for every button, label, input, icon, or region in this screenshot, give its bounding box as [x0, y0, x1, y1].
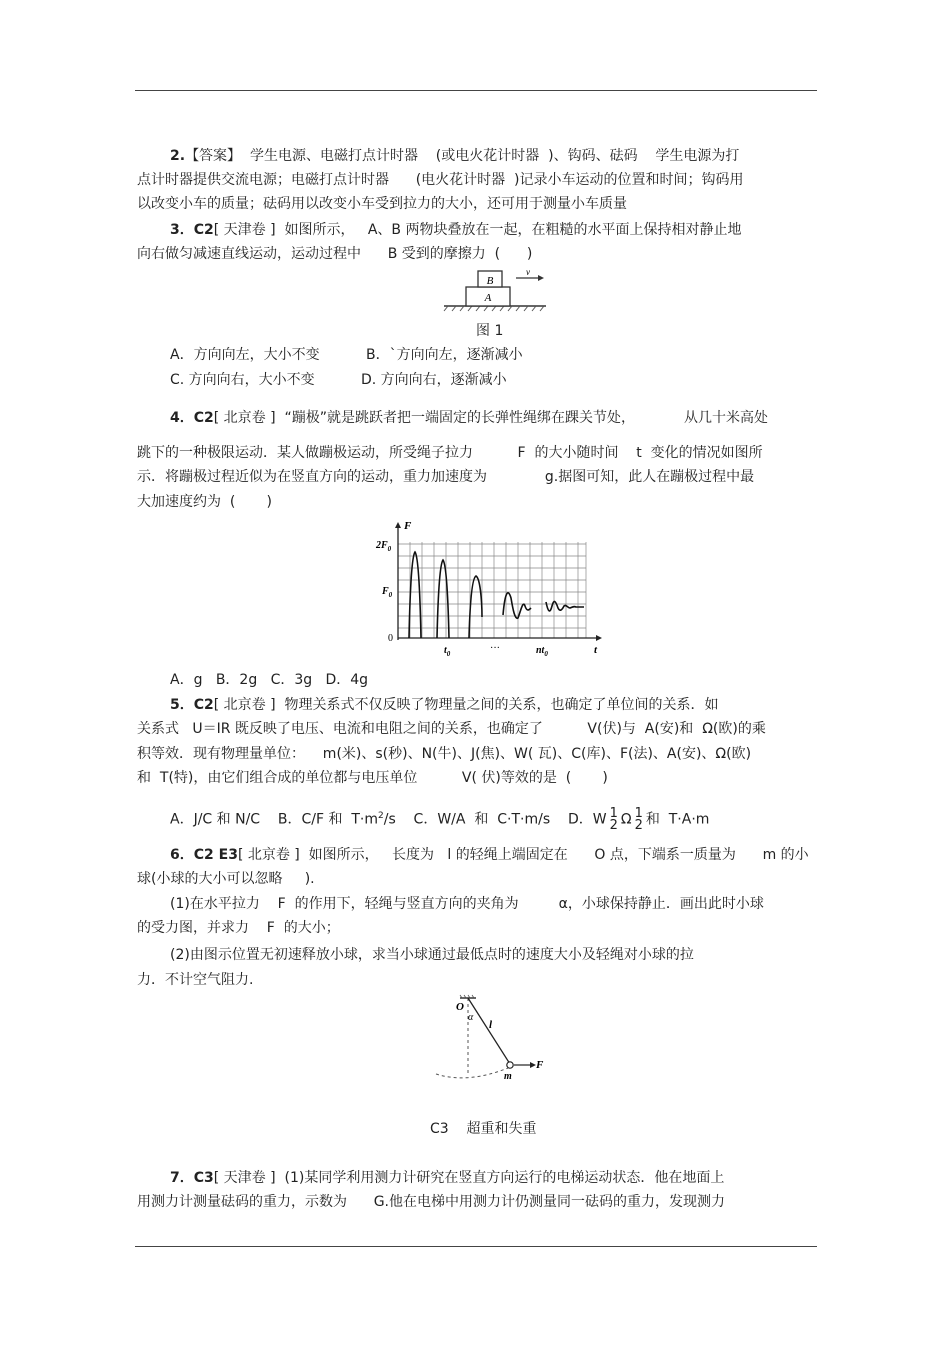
frac-numerator: 1 — [609, 805, 618, 821]
alpha-label: α — [468, 1012, 474, 1023]
q3-text: [ 天津卷 ] 如图所示， A、B 两物块叠放在一起，在粗糙的水平面上保持相对静止地 — [213, 222, 742, 238]
q4-text: [ 北京卷 ] “蹦极”就是跳跃者把一端固定的长弹性绳绑在踝关节处， 从几十米高处 — [213, 410, 768, 426]
q2-line-2: 点计时器提供交流电源；电磁打点计时器 (电火花计时器 )记录小车运动的位置和时间；钩码用 — [137, 172, 744, 188]
q7-text: [ 天津卷 ] (1)某同学利用测力计研究在竖直方向运行的电梯运动状态．他在地面上 — [213, 1170, 725, 1186]
omega-symbol: Ω — [620, 811, 632, 828]
q6-pendulum-figure — [430, 994, 550, 1084]
q6-line-4: 的受力图，并求力 F 的大小； — [137, 920, 340, 936]
q6-text: [ 北京卷 ] 如图所示， 长度为 l 的轻绳上端固定在 O 点，下端系一质量为 m 的小 — [237, 847, 809, 863]
q3-option-d: D. 方向向右，逐渐减小 — [361, 372, 507, 388]
x-tick-dots: ··· — [490, 643, 500, 654]
q5-text: [ 北京卷 ] 物理关系式不仅反映了物理量之间的关系，也确定了单位间的关系．如 — [213, 697, 719, 713]
origin-label: 0 — [388, 633, 393, 644]
q2-line-3: 以改变小车的质量；砝码用以改变小车受到拉力的大小，还可用于测量小车质量 — [137, 196, 627, 212]
block-a-label: A — [484, 292, 492, 304]
q5-options — [170, 807, 709, 832]
swing-arc — [436, 1068, 508, 1078]
q4-line-1 — [170, 409, 768, 427]
q2-line-1 — [170, 147, 739, 165]
q4-line-2: 跳下的一种极限运动．某人做蹦极运动，所受绳子拉力 F 的大小随时间 t 变化的情况如图所 — [137, 445, 763, 461]
q6-line-2: 球(小球的大小可以忽略 ). — [137, 871, 315, 887]
q6-line-3: (1)在水平拉力 F 的作用下，轻绳与竖直方向的夹角为 α，小球保持静止．画出此时小球 — [170, 896, 764, 912]
q7-line-2: 用测力计测量砝码的重力，示数为 G.他在电梯中用测力计仍测量同一砝码的重力，发现测力 — [137, 1194, 725, 1210]
q6-line-1 — [170, 846, 809, 864]
x-axis-arrowhead — [596, 635, 602, 641]
q5-options-ab: A．J/C 和 N/C B．C/F 和 T·m — [170, 811, 379, 828]
block-b-label: B — [486, 275, 494, 287]
frac-denominator: 2 — [634, 817, 643, 833]
x-tick-nt0: $nt_0$ — [536, 645, 548, 658]
q2-text: 学生电源、电磁打点计时器 (或电火花计时器 )、钩码、砝码 学生电源为打 — [241, 148, 740, 164]
q5-line-1 — [170, 696, 719, 714]
y-tick-f0: $F_0$ — [382, 586, 393, 599]
q4-options: A．g B．2g C．3g D．4g — [170, 672, 369, 688]
mass-label: m — [504, 1071, 512, 1082]
x-axis-label: t — [594, 644, 598, 656]
velocity-label: v — [526, 267, 530, 277]
velocity-arrowhead — [538, 275, 544, 281]
q5-option-d-rest: 和 T·A·m — [645, 811, 710, 828]
q5-number: 5．C2 — [170, 697, 214, 713]
q3-blocks-figure — [440, 266, 550, 316]
q5-line-2: 关系式 U＝IR 既反映了电压、电流和电阻之间的关系，也确定了 V(伏)与 A(安)和 Ω(欧)的乘 — [137, 721, 766, 737]
q3-number: 3．C2 — [170, 222, 214, 238]
graph-grid — [398, 542, 586, 638]
x-tick-t0: $t_0$ — [444, 645, 451, 658]
ball — [507, 1062, 513, 1068]
y-axis-arrowhead — [395, 522, 401, 528]
q5-options-bcd: /s C．W/A 和 C·T·m/s D．W — [383, 811, 607, 828]
y-tick-2f0: $2F_0$ — [376, 540, 392, 553]
y-axis-label: F — [404, 520, 412, 532]
rope — [468, 998, 510, 1064]
q3-option-c: C. 方向向右，大小不变 — [170, 372, 315, 388]
q4-line-3: 示．将蹦极过程近似为在竖直方向的运动，重力加速度为 g.据图可知，此人在蹦极过程中最 — [137, 469, 755, 485]
length-label: l — [489, 1019, 493, 1031]
q3-figure-caption: 图 1 — [476, 323, 504, 339]
q3-option-a: A．方向向左，大小不变 — [170, 347, 320, 363]
q2-number: 2. — [170, 148, 186, 164]
q5-line-4: 和 T(特)，由它们组合成的单位都与电压单位 V( 伏)等效的是 ( ) — [137, 770, 608, 786]
q6-line-6: 力．不计空气阻力. — [137, 972, 254, 988]
q5-option-b-exponent: 2 — [378, 811, 384, 821]
q2-answer-tag: 【答案】 — [185, 148, 242, 164]
q3-line-2: 向右做匀减速直线运动，运动过程中 B 受到的摩擦力 ( ) — [137, 246, 533, 262]
q4-line-4: 大加速度约为 ( ) — [137, 494, 272, 510]
q5-line-3: 积等效．现有物理量单位： m(米)、s(秒)、N(牛)、J(焦)、W( 瓦)、C(库)、F(法)、A(安)、Ω(欧) — [137, 746, 752, 762]
force-label: F — [536, 1059, 544, 1071]
section-title: C3 超重和失重 — [430, 1121, 537, 1137]
top-rule — [135, 90, 817, 91]
q7-number: 7．C3 — [170, 1170, 214, 1186]
frac-denominator: 2 — [609, 817, 618, 833]
force-curve — [409, 552, 584, 638]
frac-numerator: 1 — [634, 805, 643, 821]
q7-line-1 — [170, 1169, 724, 1187]
point-o-label: O — [456, 1001, 464, 1013]
q3-option-b: B．`方向向左，逐渐减小 — [366, 347, 523, 363]
bottom-rule — [135, 1246, 817, 1247]
q4-force-time-graph — [372, 520, 604, 660]
q6-line-5: (2)由图示位置无初速释放小球，求当小球通过最低点时的速度大小及轻绳对小球的拉 — [170, 947, 694, 963]
q4-number: 4．C2 — [170, 410, 214, 426]
q3-line-1 — [170, 221, 741, 239]
q6-number: 6．C2 E3 — [170, 847, 238, 863]
